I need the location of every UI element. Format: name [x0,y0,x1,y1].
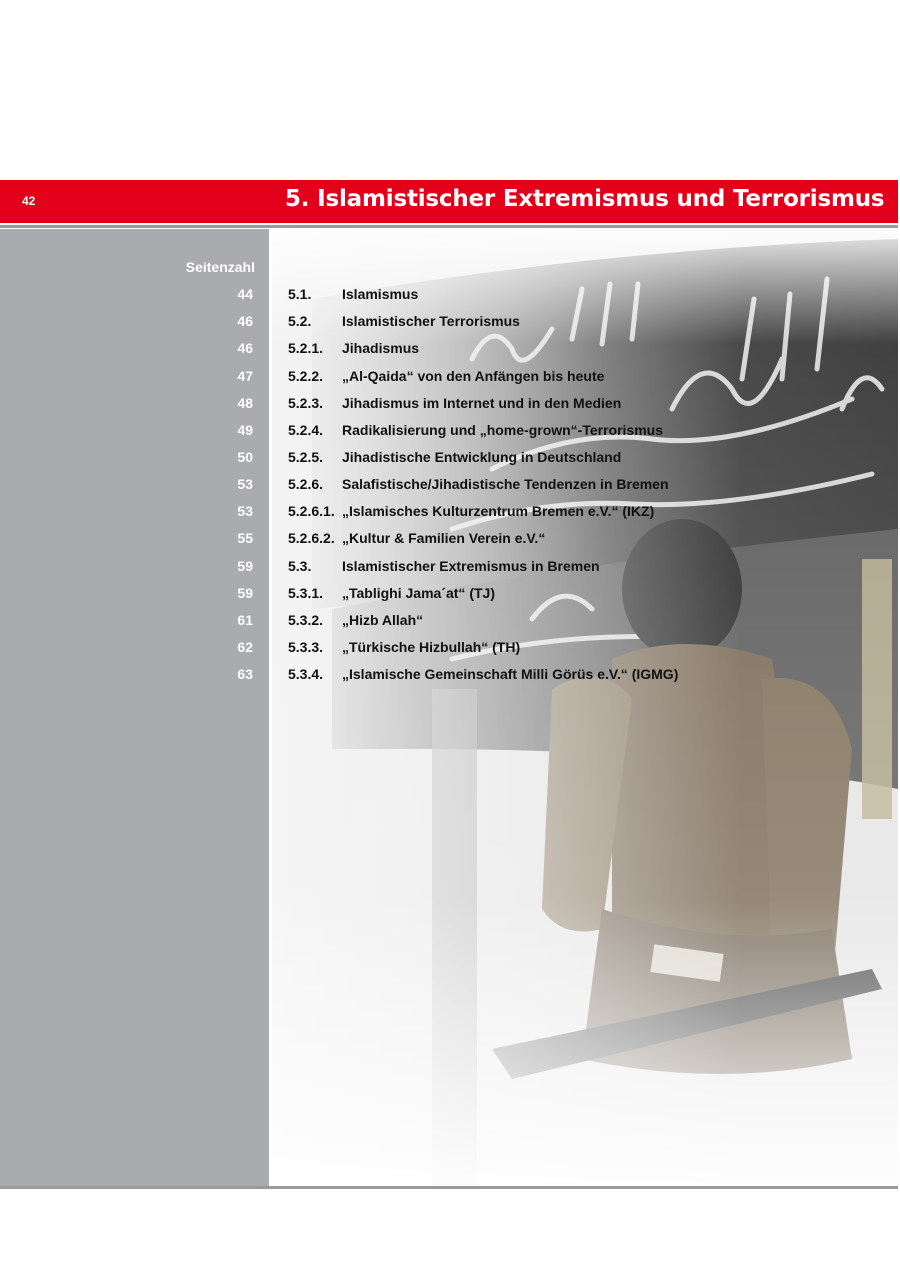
toc-entry[interactable] [0,476,898,503]
bottom-rule [0,1186,898,1189]
toc-entry-number: 5.3.3. [288,639,324,655]
toc-entry[interactable] [0,422,898,449]
header-rule [0,225,898,228]
toc-entry-page: 53 [237,476,253,492]
toc-entry-number: 5.1. [288,286,312,302]
toc-entry-page: 62 [237,639,253,655]
toc-entry[interactable] [0,340,898,367]
toc-entry-number: 5.2.3. [288,395,324,411]
toc-entry-title: Islamismus [342,286,419,302]
toc-entry-title: Jihadistische Entwicklung in Deutschland [342,449,622,465]
toc-entry[interactable] [0,585,898,612]
toc-entry-page: 59 [237,585,253,601]
toc-entry-title: Jihadismus im Internet und in den Medien [342,395,622,411]
toc-entry-number: 5.2.6.2. [288,530,335,546]
toc-entry[interactable] [0,530,898,557]
toc-entry[interactable] [0,449,898,476]
toc-entry-title: „Hizb Allah“ [342,612,424,628]
toc-entry[interactable] [0,639,898,666]
toc-entry-title: „Kultur & Familien Verein e.V.“ [342,530,546,546]
toc-entry-title: Islamistischer Terrorismus [342,313,520,329]
toc-entry-page: 49 [237,422,253,438]
toc-entry[interactable] [0,666,898,693]
toc-entry-page: 61 [237,612,253,628]
toc-entry-page: 47 [237,368,253,384]
toc-entry[interactable] [0,313,898,340]
toc-entry-number: 5.2.2. [288,368,324,384]
toc-entry[interactable] [0,612,898,639]
toc-entry[interactable] [0,558,898,585]
toc-entry-number: 5.2.1. [288,340,324,356]
toc-entry-title: Islamistischer Extremismus in Bremen [342,558,600,574]
toc-entry[interactable] [0,368,898,395]
toc-entry-title: „Islamisches Kulturzentrum Bremen e.V.“ (IKZ) [342,503,655,519]
toc-entry-title: „Al-Qaida“ von den Anfängen bis heute [342,368,605,384]
toc-entry-page: 44 [237,286,253,302]
toc-entry-page: 53 [237,503,253,519]
chapter-title: 5. Islamistischer Extremismus und Terrorismus [285,186,885,212]
page-number: 42 [22,194,36,208]
toc-entry[interactable] [0,503,898,530]
toc-entry-title: Radikalisierung und „home-grown“-Terrorismus [342,422,664,438]
toc-entry[interactable] [0,395,898,422]
toc-entry-page: 46 [237,313,253,329]
toc-entry-title: „Türkische Hizbullah“ (TH) [342,639,521,655]
toc-entry-page: 46 [237,340,253,356]
page-column-header: Seitenzahl [185,259,255,275]
toc-entry-page: 59 [237,558,253,574]
toc-entry-page: 55 [237,530,253,546]
toc-entry-title: Jihadismus [342,340,420,356]
toc-entry-number: 5.2.6.1. [288,503,335,519]
toc-entry-number: 5.2.4. [288,422,324,438]
toc-entry-page: 63 [237,666,253,682]
toc-entry[interactable] [0,286,898,313]
toc-entry-title: Salafistische/Jihadistische Tendenzen in Bremen [342,476,669,492]
toc-entry-page: 48 [237,395,253,411]
toc-entry-number: 5.3.1. [288,585,324,601]
toc-entry-number: 5.2. [288,313,312,329]
toc-entry-page: 50 [237,449,253,465]
toc-entry-number: 5.3.2. [288,612,324,628]
toc-entry-number: 5.2.6. [288,476,324,492]
toc-entry-title: „Islamische Gemeinschaft Milli Görüs e.V.“ (IGMG) [342,666,679,682]
toc-entry-number: 5.3. [288,558,312,574]
chapter-header-bar [0,180,898,223]
toc-entry-number: 5.2.5. [288,449,324,465]
toc-entry-number: 5.3.4. [288,666,324,682]
toc-entry-title: „Tablighi Jama´at“ (TJ) [342,585,495,601]
